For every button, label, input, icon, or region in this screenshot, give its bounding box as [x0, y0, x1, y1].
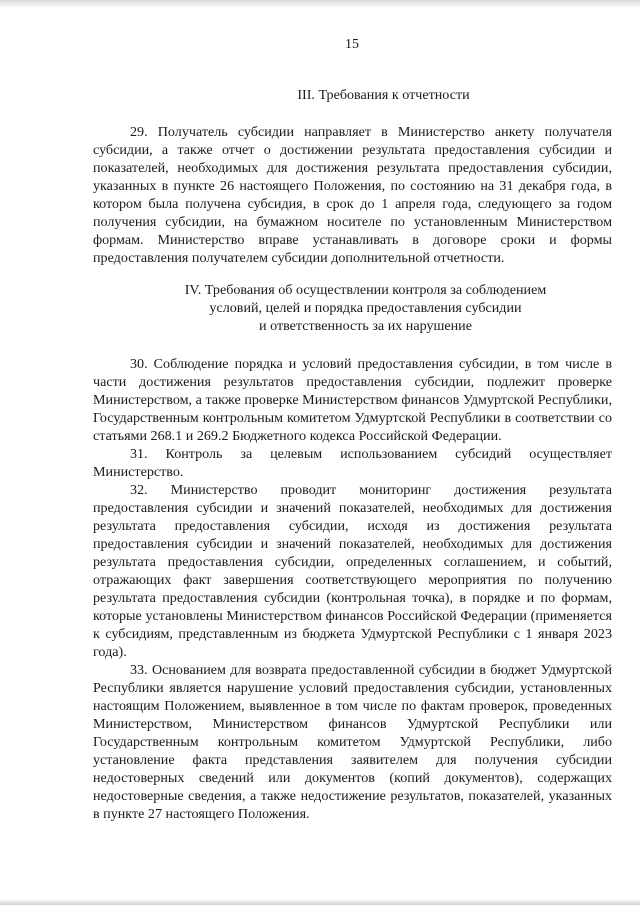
document-body	[93, 86, 612, 823]
section-4-heading	[93, 281, 612, 335]
paragraph-30: 30. Соблюдение порядка и условий предоставления субсидии, в том числе в части достижения результатов предоставления субсидии, подлежит проверке Министерством, а также проверке Министерством финансов Удмуртской Республики, Государственным контрольным комитетом Удмуртской Республики в соответствии со статьями 268.1 и 269.2 Бюджетного кодекса Российской Федерации.	[93, 356, 612, 444]
section-4-heading-line-1: IV. Требования об осуществлении контроля за соблюдением	[184, 282, 547, 298]
section-4-heading-line-3: и ответственность за их нарушение	[259, 318, 472, 334]
scan-edge-bottom	[0, 899, 640, 905]
paragraph-33: 33. Основанием для возврата предоставленной субсидии в бюджет Удмуртской Республики является нарушение условий предоставления субсидии, установленных настоящим Положением, выявленное в том числе по фактам проверок, проведенных Министерством, Министерством финансов Удмуртской Республики или Государственным контрольным комитетом Удмуртской Республики, либо установление факта представления заявителем для получения субсидии недостоверных сведений или документов (копий документов), содержащих недостоверные сведения, а также недостижение результатов, показателей, указанных в пункте 27 настоящего Положения.	[93, 662, 612, 822]
section-3-heading: III. Требования к отчетности	[297, 87, 470, 103]
section-4-heading-line-2: условий, целей и порядка предоставления субсидии	[209, 300, 522, 316]
scan-edge-top	[0, 0, 640, 8]
paragraph-31: 31. Контроль за целевым использованием субсидий осуществляет Министерство.	[93, 446, 612, 480]
page-number: 15	[345, 37, 359, 52]
paragraph-32: 32. Министерство проводит мониторинг достижения результата предоставления субсидии и значений показателей, необходимых для достижения результата предоставления субсидии, исходя из достижения результата предоставления субсидии и значений показателей, необходимых для достижения результата предоставления субсидии, определенных соглашением, и событий, отражающих факт завершения соответствующего мероприятия по получению результата предоставления субсидии (контрольная точка), в порядке и по формам, которые установлены Министерством финансов Российской Федерации (применяется к субсидиям, представленным из бюджета Удмуртской Республики с 1 января 2023 года).	[93, 482, 612, 660]
paragraph-29: 29. Получатель субсидии направляет в Министерство анкету получателя субсидии, а также отчет о достижении результата предоставления субсидии и показателей, необходимых для достижения результата предоставления субсидии, указанных в пункте 26 настоящего Положения, по состоянию на 31 декабря года, в котором была получена субсидия, в срок до 1 апреля года, следующего за годом получения субсидии, на бумажном носителе по установленным Министерством формам. Министерство вправе устанавливать в договоре сроки и формы предоставления получателем субсидии дополнительной отчетности.	[93, 124, 612, 266]
